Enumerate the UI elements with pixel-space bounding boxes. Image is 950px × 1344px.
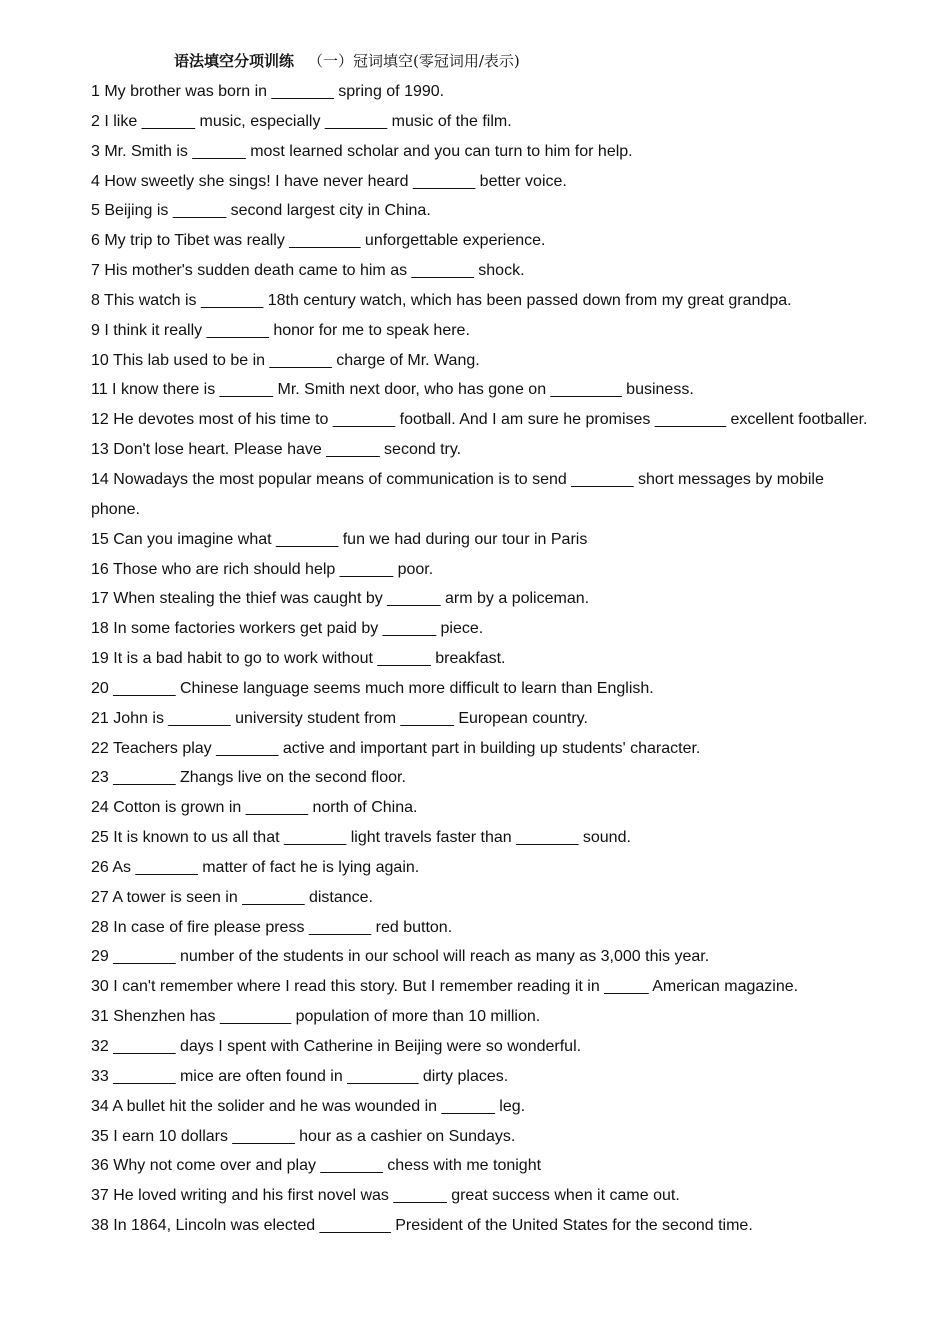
question-item: 29 _______ number of the students in our school will reach as many as 3,000 this year.: [91, 948, 710, 966]
question-item: 26 As _______ matter of fact he is lying again.: [91, 858, 420, 876]
question-item: 31 Shenzhen has ________ population of more than 10 million.: [91, 1008, 541, 1026]
question-item: 15 Can you imagine what _______ fun we had during our tour in Paris: [91, 530, 588, 548]
question-item: 3 Mr. Smith is ______ most learned scholar and you can turn to him for help.: [91, 142, 633, 160]
question-item: 27 A tower is seen in _______ distance.: [91, 888, 373, 906]
question-item: 19 It is a bad habit to go to work without ______ breakfast.: [91, 650, 506, 668]
question-item: 36 Why not come over and play _______ chess with me tonight: [91, 1157, 542, 1175]
question-item: 8 This watch is _______ 18th century watch, which has been passed down from my great grandpa.: [91, 291, 792, 309]
question-item: 4 How sweetly she sings! I have never heard _______ better voice.: [91, 172, 567, 190]
question-item: 14 Nowadays the most popular means of communication is to send _______ short messages by mobile phone.: [91, 470, 824, 518]
question-item: 16 Those who are rich should help ______ poor.: [91, 560, 434, 578]
question-item: 17 When stealing the thief was caught by ______ arm by a policeman.: [91, 590, 590, 608]
question-item: 22 Teachers play _______ active and important part in building up students' character.: [91, 739, 701, 757]
question-item: 30 I can't remember where I read this story. But I remember reading it in _____ American magazine.: [91, 978, 799, 996]
question-item: 20 _______ Chinese language seems much more difficult to learn than English.: [91, 679, 654, 697]
question-item: 25 It is known to us all that _______ light travels faster than _______ sound.: [91, 829, 631, 847]
question-item: 38 In 1864, Lincoln was elected ________ President of the United States for the second time.: [91, 1217, 753, 1235]
question-item: 21 John is _______ university student from ______ European country.: [91, 709, 588, 727]
question-item: 35 I earn 10 dollars _______ hour as a cashier on Sundays.: [91, 1127, 516, 1145]
question-item: 9 I think it really _______ honor for me to speak here.: [91, 321, 470, 339]
question-item: 33 _______ mice are often found in ________ dirty places.: [91, 1067, 509, 1085]
question-item: 24 Cotton is grown in _______ north of China.: [91, 799, 418, 817]
question-item: 28 In case of fire please press _______ red button.: [91, 918, 453, 936]
question-item: 7 His mother's sudden death came to him as _______ shock.: [91, 262, 525, 280]
question-item: 11 I know there is ______ Mr. Smith next door, who has gone on ________ business.: [91, 381, 694, 399]
question-item: 1 My brother was born in _______ spring of 1990.: [91, 83, 445, 100]
question-item: 13 Don't lose heart. Please have ______ second try.: [91, 441, 462, 459]
worksheet-header: [174, 50, 520, 72]
question-item: 32 _______ days I spent with Catherine in Beijing were so wonderful.: [91, 1038, 582, 1055]
question-item: 18 In some factories workers get paid by ______ piece.: [91, 620, 484, 638]
question-item: 5 Beijing is ______ second largest city in China.: [91, 202, 431, 220]
question-item: 12 He devotes most of his time to _______ football. And I am sure he promises ________ excellent footballer.: [91, 411, 868, 429]
question-item: 23 _______ Zhangs live on the second floor.: [91, 769, 406, 787]
question-item: 6 My trip to Tibet was really ________ unforgettable experience.: [91, 232, 546, 250]
worksheet-subtitle: （一）冠词填空(零冠词用/表示): [308, 52, 520, 70]
question-item: 2 I like ______ music, especially _______ music of the film.: [91, 112, 512, 130]
question-list: [91, 77, 871, 1241]
question-item: 37 He loved writing and his first novel was ______ great success when it came out.: [91, 1187, 680, 1205]
worksheet-title: 语法填空分项训练: [174, 52, 295, 70]
question-item: 34 A bullet hit the solider and he was wounded in ______ leg.: [91, 1097, 526, 1115]
question-item: 10 This lab used to be in _______ charge of Mr. Wang.: [91, 351, 480, 369]
